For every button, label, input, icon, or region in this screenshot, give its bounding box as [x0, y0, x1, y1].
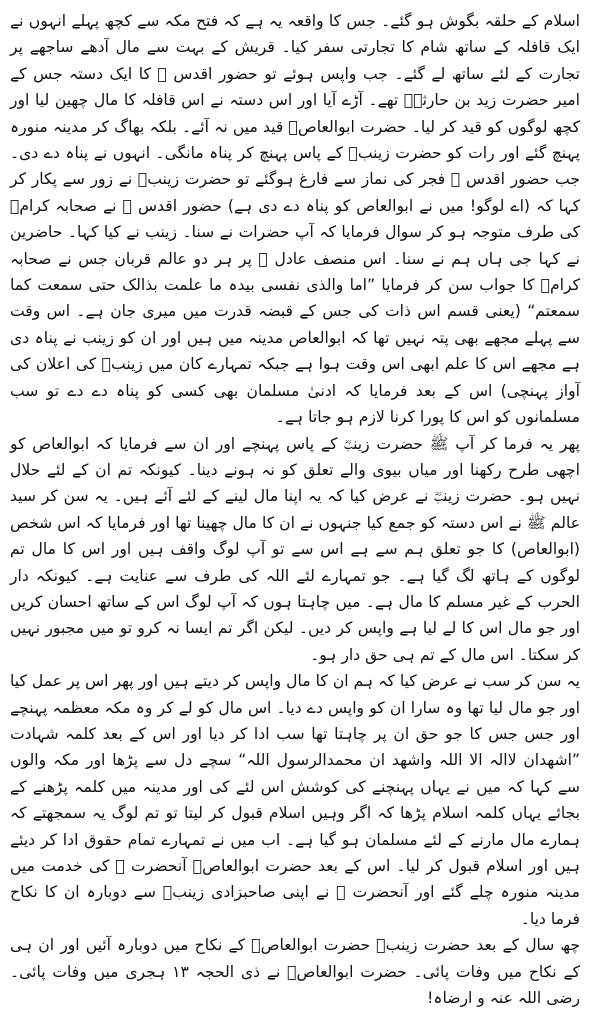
paragraph-2: پھر یہ فرما کر آپ ﷺ حضرت زینبؓ کے پاس پہنچے اور ان سے فرمایا کہ ابوالعاص کو اچھی طرح رکھنا اور میاں بیوی والے تعلق کو نہ ہونے دینا۔ کیونکہ تم ان کے لئے حلال نہیں ہو۔ حضرت زینبؓ نے عرض کیا کہ یہ اپنا مال لینے کے لئے آئے ہیں۔ یہ سن کر سید عالم ﷺ نے اس دستہ کو جمع کیا جنہوں نے ان کا مال چھینا تھا اور فرمایا کہ اس شخص (ابوالعاص) کا جو تعلق ہم سے ہے اس سے تو آپ لوگ واقف ہیں اور اس کا مال تم لوگوں کے ہاتھ لگ گیا ہے۔ جو تمہارے لئے اللہ کی طرف سے عنایت ہے۔ کیونکہ دار الحرب کے غیر مسلم کا مال ہے۔ میں چاہتا ہوں کہ آپ لوگ اس کے ساتھ احسان کریں اور جو مال اس کا لے لیا ہے واپس کر دیں۔ لیکن اگر تم ایسا نہ کرو تو میں مجبور نہیں کر سکتا۔ اس مال کے تم ہی حق دار ہو۔ [10, 434, 580, 664]
paragraph-3: یہ سن کر سب نے عرض کیا کہ ہم ان کا مال واپس کر دیتے ہیں اور پھر اس پر عمل کیا اور جو مال لیا تھا وہ سارا ان کو واپس دے دیا۔ اس مال کو لے کر وہ مکہ معظمہ پہنچے اور جس جس کا جو حق ان پر چاہتا تھا سب ادا کر دیا اور اس کے بعد کلمہ شہادت ”اشھدان لاالہ الا اللہ واشھد ان محمدالرسول اللہ“ سچے دل سے پڑھا اور مکہ والوں سے کہا کہ میں نے یہاں پہنچنے کی کوشش اس لئے کی اور مدینہ میں کلمہ پڑھنے کے بجائے یہاں کلمہ اسلام پڑھا کہ اگر وہیں اسلام قبول کر لیتا تو تم لوگ یہ سمجھتے کہ ہمارے مال مارنے کے لئے مسلمان ہو گیا ہے۔ اب میں نے تمہارے تمام حقوق ادا کر دیئے ہیں اور اسلام قبول کر لیا۔ اس کے بعد حضرت ابوالعاصؓ آنحضرت ﷺ کی خدمت میں مدینہ منورہ چلے گئے اور آنحضرت ﷺ نے اپنی صاحبزادی زینبؓ سے دوبارہ ان کا نکاح فرما دیا۔ [10, 672, 580, 928]
paragraph-1: اسلام کے حلقہ بگوش ہو گئے۔ جس کا واقعہ یہ ہے کہ فتح مکہ سے کچھ پہلے انہوں نے ایک قافلہ کے ساتھ شام کا تجارتی سفر کیا۔ قریش کے بہت سے مال آدھے ساجھے پر تجارت کے لئے ساتھ لے گئے۔ جب واپس ہوئے تو حضور اقدس ﷺ کا ایک دستہ جس کے امیر حضرت زید بن حارثہؓ تھے۔ آڑے آیا اور اس دستہ نے اس قافلہ کا مال چھین لیا اور کچھ لوگوں کو قید کر لیا۔ حضرت ابوالعاصؓ قید میں نہ آئے۔ بلکہ بھاگ کر مدینہ منورہ پہنچ گئے اور رات کو حضرت زینبؓ کے پاس پہنچ کر پناہ مانگی۔ انہوں نے پناہ دے دی۔ جب حضور اقدس ﷺ فجر کی نماز سے فارغ ہوگئے تو حضرت زینبؓ نے زور سے پکار کر کہا کہ (اے لوگو! میں نے ابوالعاص کو پناہ دے دی ہے) حضور اقدس ﷺ نے صحابہ کرامؓ کی طرف متوجہ ہو کر سوال فرمایا کہ آپ حضرات نے سنا۔ زینب نے کیا کہا۔ حاضرین نے کہا جی ہاں ہم نے سنا۔ اس منصف عادل ﷺ پر ہر دو عالم قربان جس نے صحابہ کرامؓ کا جواب سن کر فرمایا ”اما والذی نفسی بیدہ ما علمت بذالک حتی سمعت کما سمعتم“ (یعنی قسم اس ذات کی جس کے قبضہ قدرت میں میری جان ہے۔ اس وقت سے پہلے مجھے بھی پتہ نہیں تھا کہ ابوالعاص مدینہ میں ہیں اور ان کو زینب نے پناہ دی ہے مجھے اس کا علم ابھی اس وقت ہوا ہے جبکہ تمہارے کان میں زینبؓ کی اعلان کی آواز پہنچی) اس کے بعد فرمایا کہ ادنیٰ مسلمان بھی کسی کو پناہ دے دے تو سب مسلمانوں کو اس کا پورا کرنا لازم ہو جاتا ہے۔ [10, 12, 580, 427]
paragraph-4: چھ سال کے بعد حضرت زینبؓ حضرت ابوالعاصؓ کے نکاح میں دوبارہ آئیں اور ان ہی کے نکاح میں وفات پائی۔ حضرت ابوالعاصؓ نے ذی الحجہ ۱۳ ہجری میں وفات پائی۔ رضی اللہ عنہ و ارضاہ! [10, 936, 581, 1008]
